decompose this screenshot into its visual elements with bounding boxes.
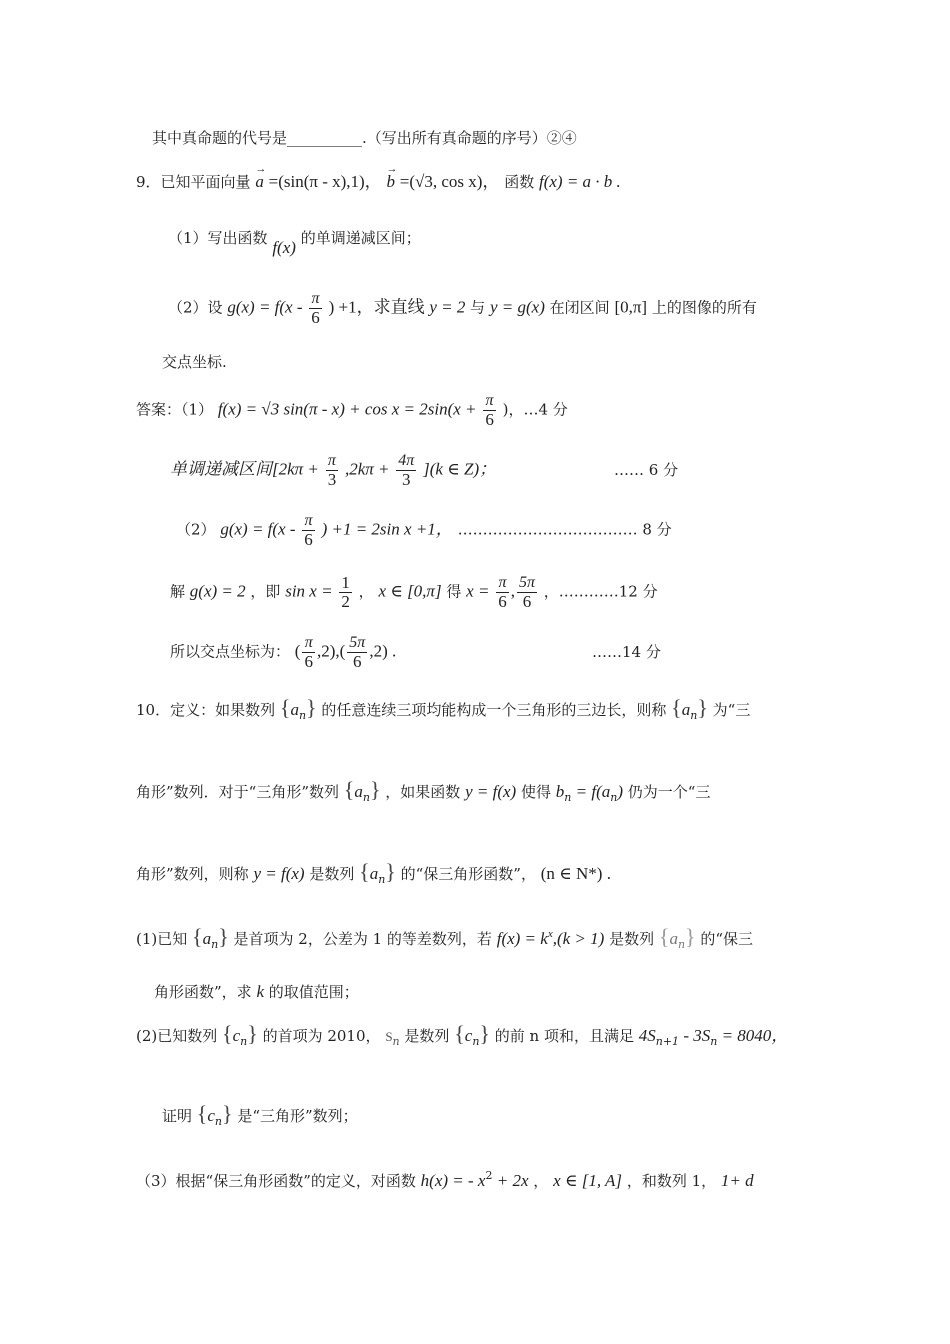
formula: ,2kπ + xyxy=(344,459,390,479)
formula: g(x) = f(x - xyxy=(227,297,303,317)
formula: y = g(x) xyxy=(489,297,545,317)
fraction: $\frac{1}{2}$ xyxy=(341,573,350,611)
fraction: $\frac{4\pi}{3}$ xyxy=(398,452,415,489)
text: 是数列 xyxy=(309,865,355,883)
score: ，…………12 分 xyxy=(543,582,658,601)
text: 为“三 xyxy=(712,701,751,719)
q10-line2: 角形”数列．对于“三角形”数列 $\{a_n\}$ ，如果函数 y = f(x) 使得 $b_n = f(a_n)$ 仍为一个“三 xyxy=(136,777,711,804)
text: （2）设 xyxy=(168,298,223,317)
text: 在闭区间 xyxy=(549,298,610,317)
formula: 单调递减区间[2kπ + xyxy=(170,459,319,479)
formula: ) +1 = 2sin x +1， xyxy=(321,519,453,539)
text: 的单调递减区间； xyxy=(300,229,421,247)
text: 函数 xyxy=(504,173,535,191)
formula: x = xyxy=(466,581,490,601)
fraction: $\frac{\pi}{6}$ xyxy=(485,392,494,429)
q9-part2 xyxy=(168,290,757,327)
text: 角形函数”，求 xyxy=(154,983,252,1001)
formula: f(x) xyxy=(272,238,296,257)
text: 所以交点坐标为： xyxy=(170,642,291,661)
text: 是“三角形”数列； xyxy=(237,1107,358,1125)
answer-label: 答案：（1） xyxy=(136,400,214,419)
formula: f(x) = a · b . xyxy=(538,172,621,191)
q10-part2-proof: 证明 $\{c_n\}$ 是“三角形”数列； xyxy=(162,1101,358,1128)
answer-5: 所以交点坐标为： ( $\frac{\pi}{6}$ ,2),( $\frac{5\pi}{6}$ ,2) . xyxy=(170,634,397,671)
text: ，如果函数 xyxy=(385,783,461,801)
text: 是数列 xyxy=(404,1027,450,1045)
formula: y = 2 xyxy=(429,297,466,317)
score-6 xyxy=(614,460,678,480)
q10-part2: (2)已知数列 $\{c_n\}$ 的首项为 2010， $S_n$ 是数列 $\{c_n\}$ 的前 n 项和，且满足 $4S_{n+1} - 3S_n = 8040$， xyxy=(136,1021,789,1048)
score: )，…4 分 xyxy=(502,400,568,419)
fraction: $\frac{5\pi}{6}$ xyxy=(518,574,535,611)
q9-stem xyxy=(136,172,621,192)
vector-a: → a xyxy=(255,172,264,192)
text: 的任意连续三项均能构成一个三角形的三边长，则称 xyxy=(321,701,667,719)
text: 的“保三 xyxy=(700,930,754,948)
text: 仍为一个“三 xyxy=(627,783,711,801)
fraction: $\frac{\pi}{6}$ xyxy=(498,574,507,611)
text: 10．定义：如果数列 xyxy=(136,701,276,719)
answer-1 xyxy=(136,392,568,429)
formula: 1+ d xyxy=(720,1171,754,1190)
formula: y = f(x) xyxy=(253,864,305,883)
text: 是数列 xyxy=(609,930,655,948)
formula: =(sin(π - x),1)， xyxy=(268,172,382,191)
q10-line1: 10．定义：如果数列 $\{a_n\}$ 的任意连续三项均能构成一个三角形的三边长，则称 $\{a_n\}$ 为“三 xyxy=(136,695,751,722)
text: 角形”数列，则称 xyxy=(136,865,249,883)
text: 的取值范围； xyxy=(268,983,359,1001)
formula: h(x) = - x xyxy=(420,1171,486,1190)
q9-part1 xyxy=(168,228,421,257)
formula: x ∈ [0,π] xyxy=(378,581,442,601)
text: 角形”数列．对于“三角形”数列 xyxy=(136,783,340,801)
text: 9．已知平面向量 xyxy=(136,173,251,191)
formula: g(x) = f(x - xyxy=(220,519,296,539)
text: 的首项为 2010， xyxy=(262,1027,381,1045)
text: (2)已知数列 xyxy=(136,1027,218,1045)
text: 得 xyxy=(446,582,462,601)
text: ，和数列 1， xyxy=(626,1172,717,1190)
text: 交点坐标. xyxy=(162,353,227,371)
text: (1)已知 xyxy=(136,930,188,948)
q10-part1-cont: 角形函数”，求 k 的取值范围； xyxy=(154,982,359,1001)
score: ……………………………… 8 分 xyxy=(457,520,672,539)
formula: [0,π] xyxy=(614,297,648,317)
fraction: $\frac{\pi}{6}$ xyxy=(304,634,313,671)
formula: sin x = xyxy=(285,581,333,601)
vector-b: → b xyxy=(386,172,395,192)
formula: f(x) = √3 sin(π - x) + cos x = 2sin(x + xyxy=(217,399,477,419)
formula: x ∈ [1, A] xyxy=(553,1171,623,1190)
q10-part1: (1)已知 $\{a_n\}$ 是首项为 2，公差为 1 的等差数列，若 $f(x) = k^x,(k > 1)$ 是数列 $\{a_n\}$ 的“保三 xyxy=(136,924,754,951)
text: 其中真命题的代号是__________.（写出所有真命题的序号）②④ xyxy=(152,129,577,147)
prev-answer-line xyxy=(152,128,577,148)
q10-part3: （3）根据“保三角形函数”的定义，对函数 h(x) = - $x^2 + 2x$ ， x ∈ [1, A] ，和数列 1， 1+ d xyxy=(136,1169,754,1190)
text: 证明 xyxy=(162,1107,193,1125)
text: （1）写出函数 xyxy=(168,229,268,247)
text: ，即 xyxy=(250,582,281,601)
formula: =(√3, cos x)， xyxy=(399,172,500,191)
formula: (n ∈ N*) . xyxy=(540,864,611,883)
text: 的“保三角形函数”， xyxy=(400,865,536,883)
text: 是首项为 2，公差为 1 的等差数列，若 xyxy=(233,930,492,948)
fraction: $\frac{\pi}{6}$ xyxy=(311,290,320,327)
score-14 xyxy=(592,642,661,662)
text: ， xyxy=(358,582,374,601)
fraction: $\frac{\pi}{3}$ xyxy=(327,452,337,489)
score: ……14 分 xyxy=(592,643,661,661)
score: …… 6 分 xyxy=(614,461,679,479)
answer-4: 解 g(x) = 2 ，即 sin x = $\frac{1}{2}$ ， x ∈ [0,π] 得 x = $\frac{\pi}{6}$ , $\frac{5\pi}{6}$ ，…………12 分 xyxy=(170,573,658,611)
text: 解 xyxy=(170,582,186,601)
text: （3）根据“保三角形函数”的定义，对函数 xyxy=(136,1172,416,1190)
formula: g(x) = 2 xyxy=(189,581,246,601)
text: 与 xyxy=(470,298,486,317)
text: 的前 n 项和，且满足 xyxy=(494,1027,634,1045)
fraction: $\frac{\pi}{6}$ xyxy=(304,512,313,549)
text: 使得 xyxy=(520,783,551,801)
formula: ) +1，求直线 xyxy=(328,297,425,317)
text: ， xyxy=(533,1172,549,1190)
formula: y = f(x) xyxy=(465,782,517,801)
fraction: $\frac{5\pi}{6}$ xyxy=(349,634,366,671)
answer-3 xyxy=(176,512,672,549)
q10-line3: 角形”数列，则称 y = f(x) 是数列 $\{a_n\}$ 的“保三角形函数”， (n ∈ N*) . xyxy=(136,859,611,886)
text: （2） xyxy=(176,520,216,539)
formula: ](k ∈ Z)； xyxy=(423,459,497,479)
text: 上的图像的所有 xyxy=(651,298,757,317)
formula: f(x) = k xyxy=(496,929,548,948)
q9-part2-cont xyxy=(162,352,227,372)
